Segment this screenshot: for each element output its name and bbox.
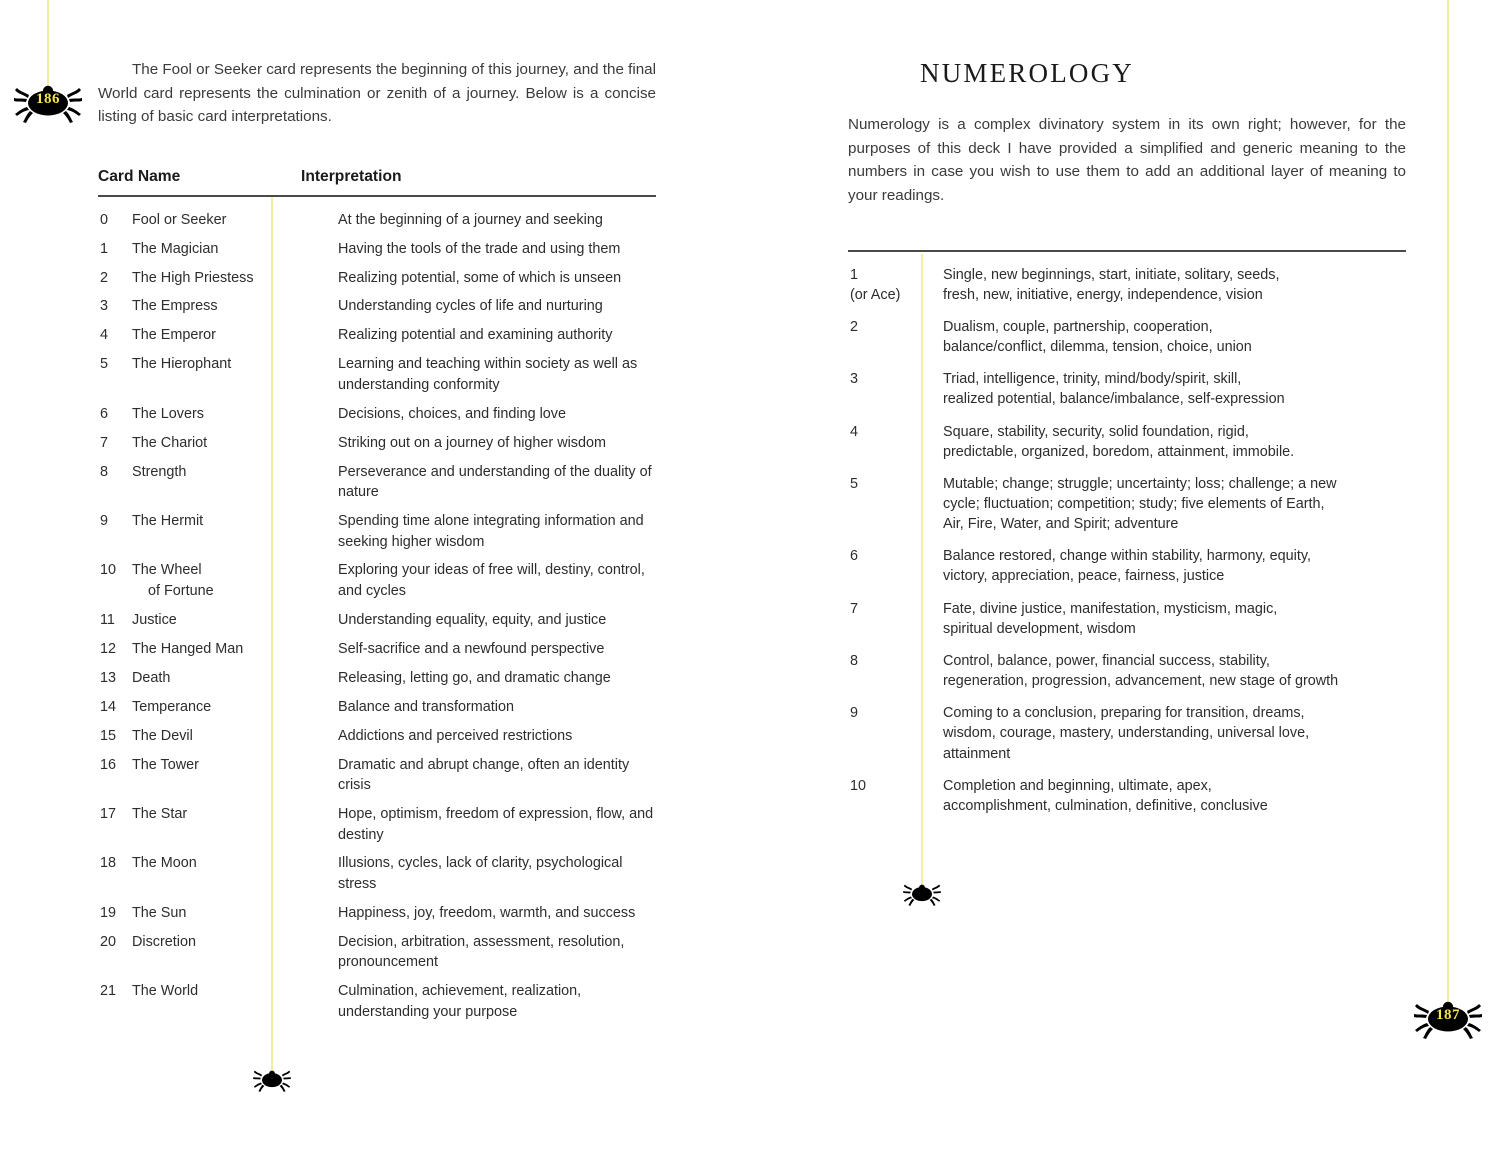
numerology-meaning-line: balance/conflict, dilemma, tension, choice, union: [943, 339, 1252, 356]
card-name: [132, 268, 309, 288]
table-row: [98, 932, 656, 973]
card-number: 3: [100, 298, 109, 315]
card-name-line1: The Empress: [132, 298, 218, 315]
column-header-interpretation: Interpretation: [301, 168, 402, 185]
card-number: 10: [100, 562, 117, 579]
card-interpretations-table: [98, 168, 656, 1031]
numerology-meaning: [923, 651, 1406, 691]
card-interpretation: At the beginning of a journey and seeking: [338, 211, 603, 228]
card-name: [132, 932, 309, 973]
numerology-meaning: [923, 599, 1406, 639]
numerology-meaning: [923, 317, 1406, 357]
numerology-number-primary: 6: [850, 548, 859, 565]
card-number: 6: [100, 405, 109, 422]
card-number: 1: [100, 240, 109, 257]
card-name-line1: The Emperor: [132, 327, 216, 344]
card-name-line1: The Hermit: [132, 513, 204, 530]
numerology-number: [848, 776, 923, 816]
card-name: [132, 668, 309, 688]
numerology-row: [848, 317, 1406, 357]
table-row: [98, 981, 656, 1022]
numerology-meaning-line: wisdom, courage, mastery, understanding, universal love,: [943, 725, 1310, 742]
numerology-number: [848, 703, 923, 763]
card-name-line1: The High Priestess: [132, 269, 254, 286]
card-name-line2: of Fortune: [148, 582, 214, 599]
card-name: [132, 354, 309, 395]
card-interpretation: Dramatic and abrupt change, often an identity crisis: [338, 756, 630, 794]
card-name: [132, 755, 309, 796]
card-name-line1: The Sun: [132, 904, 187, 921]
numerology-meaning-line: Completion and beginning, ultimate, apex,: [943, 777, 1212, 794]
card-number: 14: [100, 698, 117, 715]
numerology-meaning-line: Dualism, couple, partnership, cooperation,: [943, 318, 1213, 335]
numerology-meaning-line: victory, appreciation, peace, fairness, justice: [943, 568, 1225, 585]
card-number: 18: [100, 855, 117, 872]
numerology-meaning-line: Mutable; change; struggle; uncertainty; loss; challenge; a new: [943, 475, 1337, 492]
numerology-meaning: [923, 265, 1406, 305]
numerology-number: [848, 422, 923, 462]
card-name: [132, 981, 309, 1022]
card-interpretation: Balance and transformation: [338, 698, 514, 715]
card-number: 21: [100, 983, 117, 1000]
numerology-meaning-line: Square, stability, security, solid foundation, rigid,: [943, 423, 1249, 440]
numerology-meaning-line: regeneration, progression, advancement, new stage of growth: [943, 673, 1339, 690]
numerology-number: [848, 265, 923, 305]
numerology-meaning-line: Coming to a conclusion, preparing for transition, dreams,: [943, 705, 1305, 722]
card-name: [132, 325, 309, 345]
numerology-row: [848, 474, 1406, 534]
numerology-number-primary: 5: [850, 475, 859, 492]
numerology-row: [848, 651, 1406, 691]
card-interpretation: Happiness, joy, freedom, warmth, and success: [338, 904, 636, 921]
card-name: [132, 639, 309, 659]
card-number: 16: [100, 756, 117, 773]
numerology-number: [848, 369, 923, 409]
numerology-row: [848, 703, 1406, 763]
card-name: [132, 210, 309, 230]
numerology-number-primary: 1: [850, 266, 859, 283]
card-name-line1: Justice: [132, 611, 177, 628]
numerology-meaning: [923, 703, 1406, 763]
card-name-line1: The Moon: [132, 855, 197, 872]
card-name: [132, 433, 309, 453]
card-interpretation: Understanding equality, equity, and justice: [338, 611, 607, 628]
card-number: 0: [100, 211, 109, 228]
table-row: [98, 639, 656, 659]
table-row: [98, 755, 656, 796]
numerology-intro-paragraph: [848, 113, 1406, 208]
numerology-meaning: [923, 776, 1406, 816]
card-interpretation: Decision, arbitration, assessment, resolution, pronouncement: [338, 933, 625, 971]
numerology-row: [848, 422, 1406, 462]
numerology-number: [848, 599, 923, 639]
numerology-meaning-line: fresh, new, initiative, energy, independence, vision: [943, 286, 1263, 303]
numerology-meaning: [923, 369, 1406, 409]
numerology-number-primary: 10: [850, 777, 867, 794]
numerology-meaning-line: predictable, organized, boredom, attainment, immobile.: [943, 443, 1295, 460]
intro-text: The Fool or Seeker card represents the beginning of this journey, and the final World card represents the culmination or zenith of a journey. Below is a concise listing of basic card interpretations.: [98, 61, 656, 126]
card-number: 19: [100, 904, 117, 921]
card-number: 8: [100, 463, 109, 480]
card-name-line1: The World: [132, 983, 199, 1000]
numerology-meaning: [923, 474, 1406, 534]
table-row: [98, 210, 656, 230]
numerology-meaning-line: Single, new beginnings, start, initiate, solitary, seeds,: [943, 266, 1280, 283]
card-name-line1: Temperance: [132, 698, 212, 715]
card-name: [132, 511, 309, 552]
numerology-meaning-line: Balance restored, change within stability, harmony, equity,: [943, 548, 1311, 565]
numerology-row: [848, 776, 1406, 816]
card-name: [132, 726, 309, 746]
numerology-number-primary: 8: [850, 652, 859, 669]
numerology-meaning: [923, 546, 1406, 586]
card-name: [132, 560, 309, 601]
table-row: [98, 668, 656, 688]
table-row: [98, 726, 656, 746]
card-interpretation: Realizing potential, some of which is unseen: [338, 269, 622, 286]
card-name: [132, 239, 309, 259]
card-number: 20: [100, 933, 117, 950]
card-interpretation: Understanding cycles of life and nurturing: [338, 298, 603, 315]
card-interpretation: Culmination, achievement, realization, understanding your purpose: [338, 983, 582, 1020]
card-number: 5: [100, 356, 109, 373]
card-name-line1: The Star: [132, 806, 188, 823]
numerology-number-primary: 2: [850, 318, 859, 335]
card-interpretation: Spending time alone integrating information and seeking higher wisdom: [338, 513, 644, 550]
page-number-right: 187: [1436, 1007, 1460, 1023]
table-row: [98, 511, 656, 552]
numerology-meaning-line: spiritual development, wisdom: [943, 620, 1136, 637]
column-header-card-name: Card Name: [98, 168, 181, 185]
card-interpretation: Having the tools of the trade and using them: [338, 240, 621, 257]
card-name-line1: The Chariot: [132, 434, 208, 451]
card-interpretation: Illusions, cycles, lack of clarity, psychological stress: [338, 855, 623, 892]
numerology-meaning-line: cycle; fluctuation; competition; study; five elements of Earth,: [943, 496, 1325, 512]
table-row: [98, 325, 656, 345]
numerology-row: [848, 369, 1406, 409]
card-number: 9: [100, 513, 109, 530]
card-number: 15: [100, 727, 117, 744]
numerology-meaning: [923, 422, 1406, 462]
numerology-number-primary: 3: [850, 371, 859, 388]
numerology-row: [848, 546, 1406, 586]
card-name-line1: The Hierophant: [132, 356, 232, 373]
numerology-meaning-line: accomplishment, culmination, definitive, conclusive: [943, 797, 1268, 814]
numerology-number-primary: 4: [850, 423, 859, 440]
table-row: [98, 697, 656, 717]
numerology-number-alt: (or Ace): [850, 286, 901, 303]
numerology-row: [848, 599, 1406, 639]
numerology-heading: NUMEROLOGY: [920, 58, 1134, 88]
numerology-number-primary: 9: [850, 705, 859, 722]
numerology-number: [848, 546, 923, 586]
card-name-line1: The Wheel: [132, 562, 202, 579]
card-interpretation: Perseverance and understanding of the duality of nature: [338, 463, 652, 501]
numerology-meaning-line: Air, Fire, Water, and Spirit; adventure: [943, 516, 1179, 533]
table-row: [98, 560, 656, 601]
table-row: [98, 853, 656, 894]
card-name-line1: Strength: [132, 463, 187, 480]
card-number: 2: [100, 269, 109, 286]
card-interpretation: Hope, optimism, freedom of expression, flow, and destiny: [338, 806, 654, 843]
card-interpretation: Addictions and perceived restrictions: [338, 727, 573, 744]
left-page-intro-paragraph: [98, 58, 656, 129]
card-number: 17: [100, 806, 117, 823]
numerology-number-primary: 7: [850, 600, 859, 617]
card-interpretation: Releasing, letting go, and dramatic change: [338, 669, 611, 686]
table-body: [98, 197, 656, 1023]
numerology-meaning-line: Triad, intelligence, trinity, mind/body/spirit, skill,: [943, 371, 1242, 388]
card-name: [132, 462, 309, 503]
table-row: [98, 462, 656, 503]
card-interpretation: Learning and teaching within society as well as understanding conformity: [338, 356, 638, 393]
numerology-number: [848, 651, 923, 691]
card-number: 4: [100, 327, 109, 344]
intro-text: Numerology is a complex divinatory system in its own right; however, for the purposes of this deck I have provided a simplified and generic meaning to the numbers in case you wish to use them to add an additional layer of meaning to your readings.: [848, 116, 1406, 205]
numerology-table-body: [848, 252, 1406, 816]
numerology-meaning-line: realized potential, balance/imbalance, self-expression: [943, 391, 1285, 408]
card-name: [132, 903, 309, 923]
card-interpretation: Exploring your ideas of free will, destiny, control, and cycles: [338, 562, 645, 599]
card-name-line1: The Magician: [132, 240, 219, 257]
card-interpretation: Self-sacrifice and a newfound perspective: [338, 640, 605, 657]
card-interpretation: Striking out on a journey of higher wisdom: [338, 434, 606, 451]
card-name: [132, 853, 309, 894]
card-interpretation: Realizing potential and examining authority: [338, 327, 613, 344]
numerology-number: [848, 474, 923, 534]
card-number: 13: [100, 669, 117, 686]
table-row: [98, 610, 656, 630]
page-number-left: 186: [36, 91, 60, 107]
card-number: 7: [100, 434, 109, 451]
numerology-number: [848, 317, 923, 357]
card-name-line1: Discretion: [132, 933, 196, 950]
numerology-table: [848, 250, 1406, 828]
card-interpretation: Decisions, choices, and finding love: [338, 405, 566, 422]
card-name-line1: The Hanged Man: [132, 640, 244, 657]
card-number: 12: [100, 640, 117, 657]
card-name-line1: The Lovers: [132, 405, 204, 422]
numerology-meaning-line: Control, balance, power, financial success, stability,: [943, 652, 1270, 669]
table-row: [98, 239, 656, 259]
table-row: [98, 354, 656, 395]
table-header-row: [98, 168, 656, 195]
card-name: [132, 697, 309, 717]
card-name: [132, 404, 309, 424]
card-name-line1: The Tower: [132, 756, 199, 773]
table-row: [98, 433, 656, 453]
table-row: [98, 404, 656, 424]
card-name: [132, 296, 309, 316]
card-name: [132, 804, 309, 845]
table-row: [98, 268, 656, 288]
table-row: [98, 903, 656, 923]
table-row: [98, 296, 656, 316]
numerology-row: [848, 265, 1406, 305]
card-name-line1: Death: [132, 669, 171, 686]
card-name-line1: The Devil: [132, 727, 193, 744]
card-name: [132, 610, 309, 630]
table-row: [98, 804, 656, 845]
numerology-meaning-line: attainment: [943, 745, 1011, 762]
card-name-line1: Fool or Seeker: [132, 211, 227, 228]
card-number: 11: [100, 611, 115, 628]
numerology-meaning-line: Fate, divine justice, manifestation, mysticism, magic,: [943, 600, 1278, 617]
